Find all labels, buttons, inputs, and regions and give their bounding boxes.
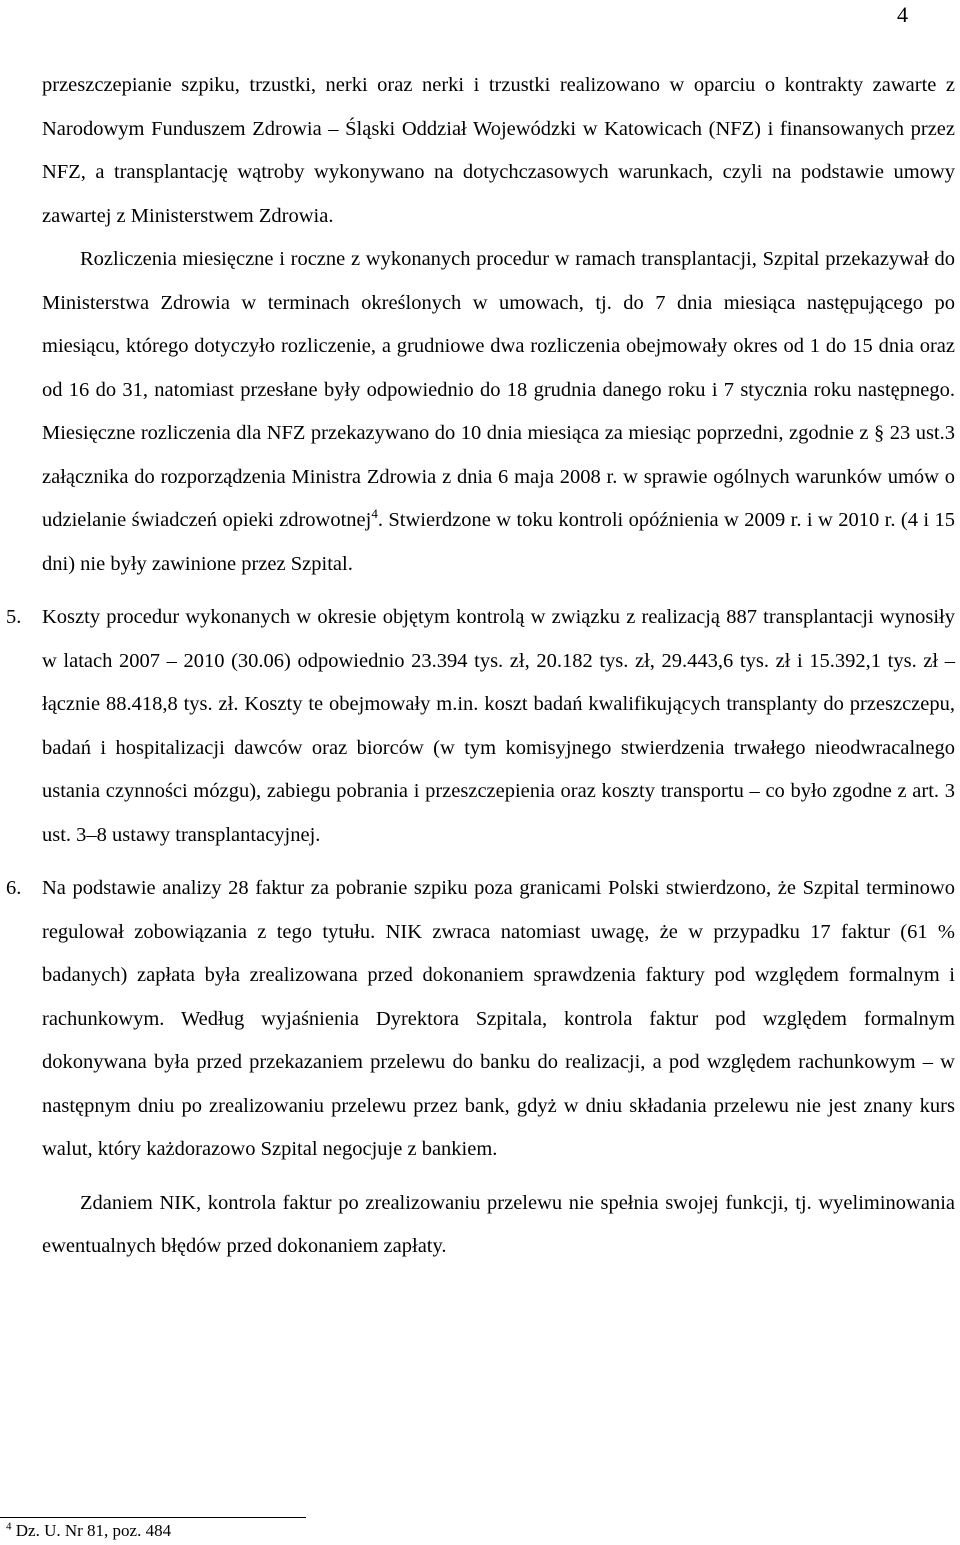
footnote-reference: 4 — [371, 506, 378, 522]
footnote-divider — [0, 1517, 306, 1518]
document-body — [6, 64, 955, 1269]
page-number: 4 — [897, 2, 908, 27]
paragraph-settlements — [42, 238, 955, 586]
footnote — [6, 1521, 171, 1541]
footnote-text: Dz. U. Nr 81, poz. 484 — [11, 1521, 172, 1540]
paragraph-continuation: przeszczepianie szpiku, trzustki, nerki oraz nerki i trzustki realizowano w oparciu o kontrakty zawarte z Narodowym Funduszem Zdrowia – Śląski Oddział Wojewódzki w Katowicach (NFZ) i finansowanych przez NFZ, a transplantację wątroby wykonywano na dotychczasowych warunkach, czyli na podstawie umowy zawartej z Ministerstwem Zdrowia. — [42, 74, 955, 227]
list-item-number: 6. — [6, 877, 22, 899]
list-item-6 — [6, 867, 955, 1172]
list-item-5 — [6, 596, 955, 857]
paragraph-settlements-text: Rozliczenia miesięczne i roczne z wykonanych procedur w ramach transplantacji, Szpital przekazywał do Ministerstwa Zdrowia w terminach określonych w umowach, tj. do 7 dnia miesiąca następującego po miesiącu, którego dotyczyło rozliczenie, a grudniowe dwa rozliczenia obejmowały okres od 1 do 15 dnia oraz od 16 do 31, natomiast przesłane były odpowiednio do 18 grudnia danego roku i 7 stycznia roku następnego. Miesięczne rozliczenia dla NFZ przekazywano do 10 dnia miesiąca za miesiąc poprzedni, zgodnie z § 23 ust.3 załącznika do rozporządzenia Ministra Zdrowia z dnia 6 maja 2008 r. w sprawie ogólnych warunków umów o udzielanie świadczeń opieki zdrowotnej — [42, 248, 955, 531]
list-item-text: Na podstawie analizy 28 faktur za pobranie szpiku poza granicami Polski stwierdzono, że Szpital terminowo regulował zobowiązania z tego tytułu. NIK zwraca natomiast uwagę, że w przypadku 17 faktur (61 % badanych) zapłata była zrealizowana przed dokonaniem sprawdzenia faktury pod względem formalnym i rachunkowym. Według wyjaśnienia Dyrektora Szpitala, kontrola faktur pod względem formalnym dokonywana była przed przekazaniem przelewu do banku do realizacji, a pod względem rachunkowym – w następnym dniu po zrealizowaniu przelewu przez bank, gdyż w dniu składania przelewu nie jest znany kurs walut, który każdorazowo Szpital negocjuje z bankiem. — [42, 877, 955, 1160]
paragraph-nik-opinion: Zdaniem NIK, kontrola faktur po zrealizowaniu przelewu nie spełnia swojej funkcji, tj. wyeliminowania ewentualnych błędów przed dokonaniem zapłaty. — [42, 1191, 955, 1257]
list-item-text: Koszty procedur wykonanych w okresie objętym kontrolą w związku z realizacją 887 transplantacji wynosiły w latach 2007 – 2010 (30.06) odpowiednio 23.394 tys. zł, 20.182 tys. zł, 29.443,6 tys. zł i 15.392,1 tys. zł – łącznie 88.418,8 tys. zł. Koszty te obejmowały m.in. koszt badań kwalifikujących transplanty do przeszczepu, badań i hospitalizacji dawców oraz biorców (w tym komisyjnego stwierdzenia trwałego nieodwracalnego ustania czynności mózgu), zabiegu pobrania i przeszczepienia oraz koszty transportu – co było zgodne z art. 3 ust. 3–8 ustawy transplantacyjnej. — [42, 606, 955, 846]
paragraph-settlements-tail: . Stwierdzone w toku kontroli opóźnienia w 2009 r. i w 2010 r. (4 i 15 dni) nie były zawinione przez Szpital. — [42, 509, 955, 575]
list-item-number: 5. — [6, 606, 22, 628]
footnote-number: 4 — [6, 1520, 12, 1533]
